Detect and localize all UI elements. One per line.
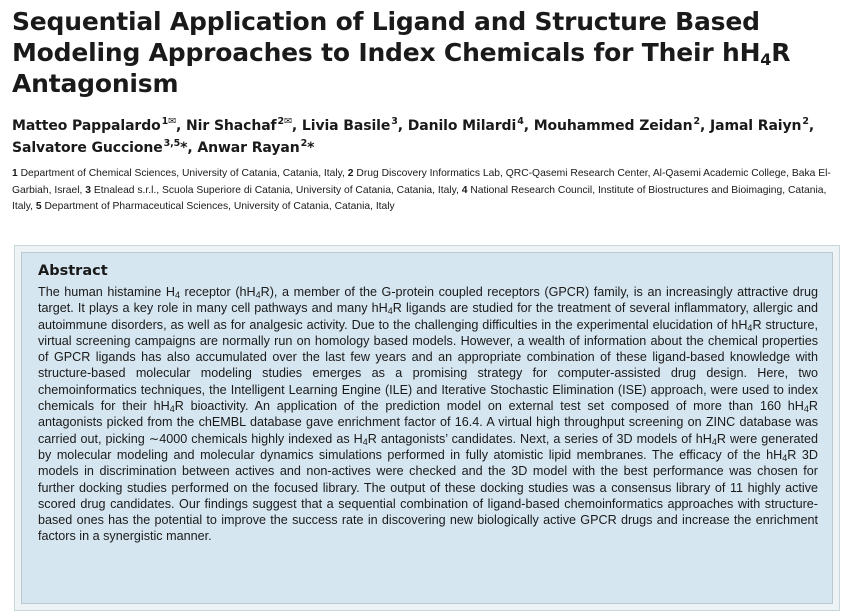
author-affiliation-marks: 4 bbox=[517, 116, 524, 127]
abstract-subscript: 4 bbox=[711, 436, 717, 447]
author-affiliation-marks: 2✉ bbox=[277, 116, 292, 127]
affiliation-list bbox=[12, 166, 838, 216]
author-separator: , bbox=[397, 118, 408, 134]
author-list bbox=[12, 115, 838, 159]
author-name: Nir Shachaf bbox=[186, 118, 277, 134]
affiliation-number: 2 bbox=[347, 168, 354, 179]
abstract-heading: Abstract bbox=[38, 263, 108, 279]
author-name: Anwar Rayan bbox=[197, 140, 300, 156]
abstract-text: receptor (hH bbox=[179, 285, 256, 299]
author-name: Salvatore Guccione bbox=[12, 140, 163, 156]
author-affiliation-marks: 3,5 bbox=[163, 138, 181, 149]
abstract-text: R), a member of the G-protein coupled receptors (GPCR) family, is an increasingly attractive drug target. It plays a key role in many cell pathways and many hH bbox=[38, 285, 818, 316]
abstract-body bbox=[38, 284, 818, 545]
author-name: Danilo Milardi bbox=[407, 118, 517, 134]
affiliation-text: Etnalead s.r.l., Scuola Superiore di Catania, University of Catania, Catania, Italy, bbox=[93, 184, 462, 196]
title-subscript: 4 bbox=[760, 50, 772, 69]
author-separator: , bbox=[700, 118, 710, 134]
abstract-text: R bioactivity. An application of the prediction model on external test set composed of more than 160 hH bbox=[174, 399, 804, 414]
author-separator: , bbox=[176, 118, 187, 134]
abstract-subscript: 4 bbox=[255, 290, 261, 300]
abstract-subscript: 4 bbox=[782, 452, 788, 463]
author-separator: * bbox=[307, 140, 315, 156]
article-title bbox=[12, 6, 838, 99]
abstract-subscript: 4 bbox=[387, 306, 393, 317]
abstract-subscript: 4 bbox=[169, 404, 175, 415]
affiliation-number: 1 bbox=[12, 168, 18, 179]
affiliation-number: 3 bbox=[85, 184, 91, 196]
author-name: Mouhammed Zeidan bbox=[533, 118, 693, 134]
affiliation-text: Department of Pharmaceutical Sciences, University of Catania, Catania, Italy bbox=[44, 201, 395, 212]
affiliation-number: 5 bbox=[35, 201, 42, 212]
abstract-subscript: 4 bbox=[803, 404, 809, 415]
abstract-text: R 3D models in discrimination between actives and non-actives were checked and the 3D model with the best performance was chosen for further docking studies performed on the focused library. The output of these docking studies was a consensus library of 11 highly active scored drug candidates. Our findings suggest that a sequential combination of ligand-based chemoinformatics approaches with structure-based ones has the potential to improve the success rate in discovering new biologically active GPCR drugs and increase the enrichment factors in a synergistic manner. bbox=[38, 447, 818, 544]
abstract-text: R were generated by molecular modeling and molecular dynamics simulations performed in fully atomistic lipid membranes. The efficacy of the hH bbox=[38, 431, 818, 462]
abstract-subscript: 4 bbox=[362, 436, 368, 447]
author-name: Livia Basile bbox=[301, 118, 391, 134]
abstract-text: R antagonists’ candidates. Next, a series of 3D models of hH bbox=[367, 431, 712, 446]
affiliation-text: Drug Discovery Informatics Lab, QRC-Qasemi Research Center, Al-Qasemi Academic College, Baka El-Garbiah, Israel, bbox=[12, 168, 831, 196]
author-name: Jamal Raiyn bbox=[710, 118, 802, 134]
author-separator: , bbox=[291, 118, 302, 134]
author-affiliation-marks: 2 bbox=[802, 116, 809, 127]
abstract-subscript: 4 bbox=[174, 290, 180, 300]
abstract-text: The human histamine H bbox=[38, 285, 175, 299]
title-part-2: R Antagonism bbox=[12, 38, 791, 98]
author-affiliation-marks: 2 bbox=[300, 138, 308, 149]
abstract-text: R ligands are studied for the treatment of several inflammatory, allergic and autoimmune disorders, as well as for analgesic activity. Due to the challenging difficulties in the experimental elucidation of hH bbox=[38, 301, 818, 332]
author-affiliation-marks: 1✉ bbox=[161, 116, 177, 127]
abstract-text: R antagonists picked from the chEMBL database gave enrichment factor of 16.4. A virtual high throughput screening on ZINC database was carried out, picking ∼4000 chemicals highly indexed as H bbox=[38, 399, 819, 446]
author-separator: , bbox=[808, 118, 815, 134]
abstract-text: R structure, virtual screening campaigns are normally run on homology based models. However, a wealth of information about the chemical properties of GPCR ligands has also accumulated over the last few years and an appropriate combination of these ligand-based knowledge with structure-based molecular modeling studies emerges as a promising strategy for computer-assisted drug design. Here, two chemoinformatics techniques, the Intelligent Learning Engine (ILE) and Iterative Stochastic Elimination (ISE) approach, were used to index chemicals for their hH bbox=[38, 317, 818, 414]
affiliation-number: 4 bbox=[461, 184, 468, 196]
abstract-box bbox=[21, 252, 833, 604]
author-separator: , bbox=[523, 118, 534, 134]
title-part-1: Sequential Application of Ligand and Structure Based Modeling Approaches to Index Chemicals for Their hH bbox=[12, 7, 761, 67]
affiliation-text: Department of Chemical Sciences, University of Catania, Catania, Italy, bbox=[20, 168, 348, 179]
author-affiliation-marks: 3 bbox=[391, 116, 398, 127]
author-name: Matteo Pappalardo bbox=[12, 118, 161, 134]
author-separator: *, bbox=[180, 140, 198, 156]
author-affiliation-marks: 2 bbox=[693, 116, 700, 127]
abstract-subscript: 4 bbox=[747, 322, 753, 333]
affiliation-text: National Research Council, Institute of Biostructures and Bioimaging, Catania, Italy, bbox=[12, 184, 827, 212]
